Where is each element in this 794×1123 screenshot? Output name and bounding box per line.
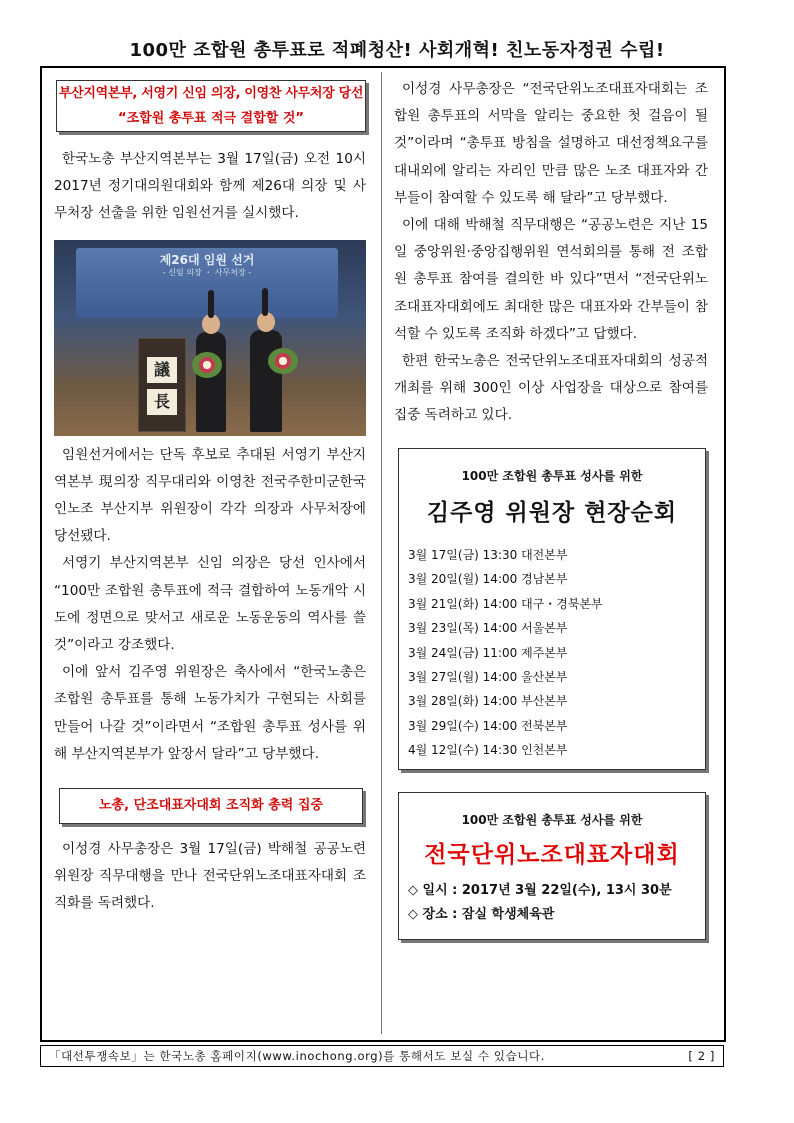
schedule-row: 3월 28일(화) 14:00 부산본부 [408, 694, 568, 709]
schedule-box [398, 448, 706, 770]
convention-title: 전국단위노조대표자대회 [424, 841, 680, 868]
page-number: [ 2 ] [688, 1049, 715, 1063]
page-banner: 100만 조합원 총투표로 적폐청산! 사회개혁! 친노동자정권 수립! [129, 40, 665, 61]
flower-bouquet-left [192, 352, 222, 378]
article2-headline: 노총, 단조대표자대회 조직화 총력 집중 [59, 788, 363, 824]
left-column [54, 80, 366, 918]
podium-char-1: 議 [147, 357, 177, 383]
convention-place: ◇ 장소 : 잠실 학생체육관 [408, 907, 555, 923]
right-column [394, 76, 708, 940]
schedule-row: 3월 23일(목) 14:00 서울본부 [408, 621, 568, 636]
schedule-title: 김주영 위원장 현장순회 [426, 499, 678, 526]
article1-paragraph: 이에 앞서 김주영 위원장은 축사에서 “한국노총은 조합원 총투표를 통해 노동가치가 구현되는 사회를 만들어 나갈 것”이라면서 “조합원 총투표 성사를 위해 부산지역본부가 앞장서 달라”고 당부했다. [54, 664, 366, 762]
column-divider [381, 72, 382, 1034]
podium [138, 338, 186, 432]
podium-char-2: 長 [147, 389, 177, 415]
article1-paragraph: 임원선거에서는 단독 후보로 추대된 서영기 부산지역본부 現의장 직무대리와 이영찬 전국주한미군한국인노조 부산지부 위원장이 각각 의장과 사무처장에 당선됐다. [54, 446, 366, 545]
article1-paragraph: 한국노총 부산지역본부는 3월 17일(금) 오전 10시 2017년 정기대의원대회와 함께 제26대 의장 및 사무처장 선출을 위한 임원선거를 실시했다. [54, 151, 366, 222]
article1-headline-line2: “조합원 총투표 적극 결합할 것” [118, 111, 304, 126]
schedule-row: 3월 21일(화) 14:00 대구・경북본부 [408, 596, 603, 611]
article1-headline-line1: 부산지역본부, 서영기 신임 의장, 이영찬 사무처장 당선 [58, 86, 364, 101]
schedule-row: 3월 24일(금) 11:00 제주본부 [408, 645, 568, 660]
article1-headline-box [56, 80, 366, 132]
person-left [196, 332, 226, 432]
screen-title: 제26대 임원 선거 [159, 252, 255, 267]
projection-screen [76, 248, 338, 318]
schedule-list [399, 543, 705, 763]
raised-arm-left [208, 290, 214, 318]
convention-details [399, 879, 705, 927]
schedule-subtitle: 100만 조합원 총투표 성사를 위한 [461, 468, 643, 483]
page-footer [40, 1045, 724, 1067]
flower-bouquet-right [268, 348, 298, 374]
raised-arm-right [262, 288, 268, 316]
schedule-row: 3월 20일(월) 14:00 경남본부 [408, 572, 568, 587]
article2-paragraph: 이에 대해 박해철 직무대행은 “공공노련은 지난 15일 중앙위원·중앙집행위원 연석회의를 통해 전 조합원 총투표 참여를 결의한 바 있다”면서 “전국단위노조대표자대회에도 최대한 많은 대표자와 간부들이 참석할 수 있도록 조직화 하겠다”고 답했다. [394, 217, 708, 342]
article2-paragraph: 한편 한국노총은 전국단위노조대표자대회의 성공적 개최를 위해 300인 이상 사업장을 대상으로 참여를 집중 독려하고 있다. [394, 353, 708, 424]
article2-paragraph: 이성경 사무총장은 “전국단위노조대표자대회는 조합원 총투표의 서막을 알리는 중요한 첫 걸음이 될 것”이라며 “총투표 방침을 설명하고 대선정책요구를 대내외에 알리는 자리인 만큼 많은 노조 대표자와 간부들이 참여할 수 있도록 해 달라”고 당부했다. [394, 81, 708, 206]
schedule-row: 4월 12일(수) 14:30 인천본부 [408, 743, 568, 758]
article2-paragraph: 이성경 사무총장은 3월 17일(금) 박해철 공공노련 위원장 직무대행을 만나 전국단위노조대표자대회 조직화를 독려했다. [54, 841, 366, 912]
convention-subtitle: 100만 조합원 총투표 성사를 위한 [461, 812, 643, 827]
schedule-row: 3월 27일(월) 14:00 울산본부 [408, 670, 568, 685]
person-right [250, 330, 282, 432]
convention-box [398, 792, 706, 940]
article1-paragraph: 서영기 부산지역본부 신임 의장은 당선 인사에서 “100만 조합원 총투표에 적극 결합하여 노동개악 시도에 정면으로 맞서고 새로운 노동운동의 역사를 쓸 것”이라고 강조했다. [54, 555, 366, 654]
schedule-row: 3월 17일(금) 13:30 대전본부 [408, 548, 568, 563]
convention-date: ◇ 일시 : 2017년 3월 22일(수), 13시 30분 [408, 883, 672, 899]
schedule-row: 3월 29일(수) 14:00 전북본부 [408, 718, 568, 733]
footer-text: 「대선투쟁속보」는 한국노총 홈페이지(www.inochong.org)를 통해서도 보실 수 있습니다. [49, 1049, 545, 1063]
screen-subtitle: - 신임 의장 ・ 사무처장 - [162, 267, 252, 277]
election-photo [54, 240, 366, 436]
